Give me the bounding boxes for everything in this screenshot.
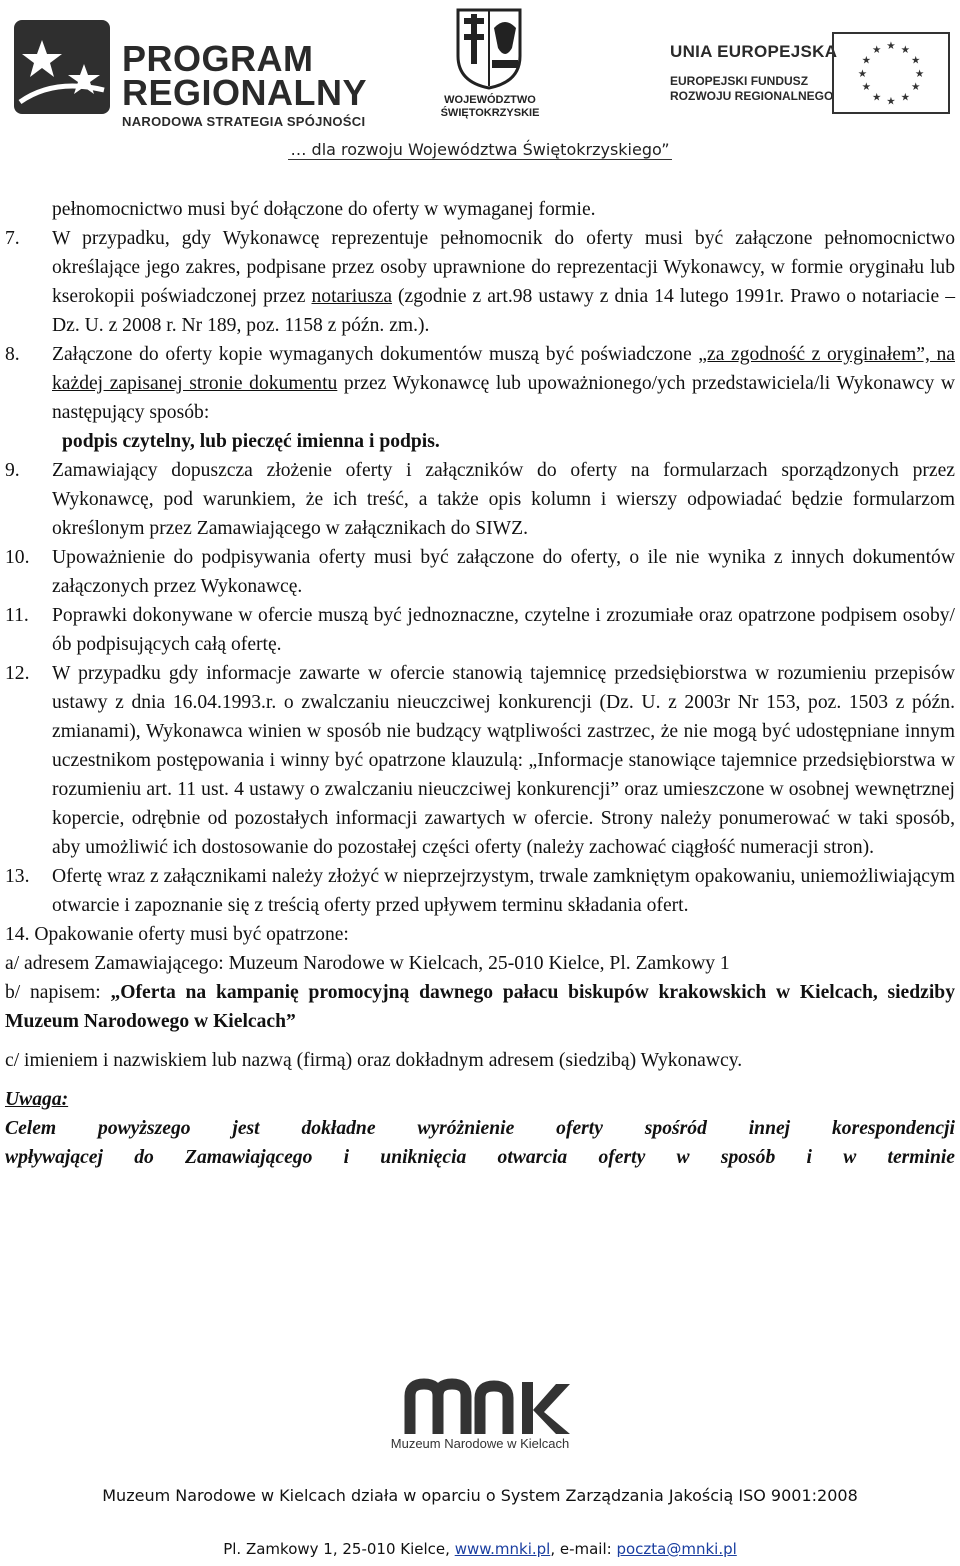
ue-text <box>670 42 837 103</box>
ue-line2: EUROPEJSKI FUNDUSZ <box>670 74 809 88</box>
item-number: 8. <box>5 344 20 365</box>
item-8-bold: podpis czytelny, lub pieczęć imienna i podpis. <box>62 431 440 452</box>
footer-email-label: , e-mail: <box>550 1540 617 1558</box>
item-13-text: Ofertę wraz z załącznikami należy złożyć w nieprzejrzystym, trwale zamkniętym opakowaniu, uniemożliwiającym otwarcie i zapoznanie się z treścią oferty przed upływem terminu składania ofert. <box>52 866 955 916</box>
unia-europejska-logo <box>670 32 955 122</box>
svg-text:★: ★ <box>872 45 882 57</box>
footer-iso-line: Muzeum Narodowe w Kielcach działa w oparciu o System Zarządzania Jakością ISO 9001:2008 <box>102 1486 858 1505</box>
svg-text:★: ★ <box>886 41 896 53</box>
program-line1: PROGRAM <box>122 38 314 79</box>
ue-line3: ROZWOJU REGIONALNEGO <box>670 89 834 103</box>
svg-text:★: ★ <box>900 45 910 57</box>
spacer <box>0 1075 960 1085</box>
program-star-badge-icon <box>14 20 110 114</box>
program-line3: NARODOWA STRATEGIA SPÓJNOŚCI <box>122 114 366 129</box>
item-8 <box>0 340 960 456</box>
item-number: 11. <box>5 605 29 626</box>
item-number: 12. <box>5 663 30 684</box>
footer-address-text: Pl. Zamkowy 1, 25-010 Kielce, <box>223 1540 455 1558</box>
item-14-b <box>0 978 960 1036</box>
note-heading: Uwaga: <box>5 1089 69 1110</box>
header-tagline <box>0 140 960 159</box>
woj-line1: WOJEWÓDZTWO <box>444 94 536 106</box>
footer-address <box>0 1540 960 1558</box>
item-number: 13. <box>5 866 30 887</box>
item-7-text-b: (zgodnie z art.98 ustawy z dnia 14 lutego 1991r. Prawo o notariacie – Dz. U. z 2008 r. Nr 189, poz. 1158 z późn. zm.). <box>52 286 955 336</box>
svg-text:★: ★ <box>872 92 882 104</box>
mnk-logo-mark-icon <box>380 1378 580 1436</box>
svg-text:★: ★ <box>914 68 925 80</box>
ue-line1: UNIA EUROPEJSKA <box>670 42 838 61</box>
item-number: 7. <box>5 228 20 249</box>
svg-text:★: ★ <box>861 55 871 67</box>
svg-text:★: ★ <box>911 82 921 94</box>
item-7 <box>0 224 960 340</box>
item-9 <box>0 456 960 543</box>
item-14-b-bold: „Oferta na kampanię promocyjną dawnego pałacu biskupów krakowskich w Kielcach, siedziby Muzeum Narodowego w Kielcach” <box>5 982 955 1032</box>
program-regionalny-logo <box>10 8 370 129</box>
woj-line2: ŚWIĘTOKRZYSKIE <box>440 107 540 119</box>
svg-text:★: ★ <box>900 92 910 104</box>
email-link[interactable]: poczta@mnki.pl <box>616 1540 737 1558</box>
page-header <box>0 0 960 170</box>
item-11 <box>0 601 960 659</box>
item-14-text: 14. Opakowanie oferty musi być opatrzone: <box>5 924 349 945</box>
item-12-text: W przypadku gdy informacje zawarte w ofercie stanowią tajemnicę przedsiębiorstwa w rozumieniu przepisów ustawy z dnia 16.04.1993.r. o zwalczaniu nieuczciwej konkurencji (Dz. U. z 2003r Nr 153, poz. 1503 z późn. zmianami), Wykonawca winien w sposób nie budzący wątpliwości zastrzec, że nie mogą być udostępniane innym uczestnikom postępowania i winny być opatrzone klauzulą: „Informacje stanowiące tajemnice przedsiębiorstwa w rozumieniu art. 11 ust. 4 ustawy o zwalczaniu nieuczciwej konkurencji” oraz umieszczone w osobnej wewnętrznej kopercie, odrębnie od pozostałych informacji zawartych w ofercie. Strony należy ponumerować w taki sposób, aby umożliwić ich dostosowanie do pozostałej części oferty (należy zachować ciągłość numeracji stron). <box>52 663 955 858</box>
item-8-text-a: Załączone do oferty kopie wymaganych dokumentów muszą być poświadczone <box>52 344 699 365</box>
item-14-a-text: a/ adresem Zamawiającego: Muzeum Narodowe w Kielcach, 25-010 Kielce, Pl. Zamkowy 1 <box>5 953 730 974</box>
museum-logo-caption: Muzeum Narodowe w Kielcach <box>390 1436 570 1451</box>
wojewodztwo-logo <box>420 8 560 123</box>
coat-of-arms-icon <box>456 8 522 90</box>
item-14-a <box>0 949 960 978</box>
svg-text:★: ★ <box>861 82 871 94</box>
spacer <box>0 1036 960 1046</box>
continuation-line <box>0 195 960 224</box>
note-line-2: wpływającej do Zamawiającego i uniknięcia otwarcia oferty w sposób i w terminie <box>5 1147 955 1168</box>
svg-text:★: ★ <box>911 55 921 67</box>
item-7-underlined: notariusza <box>311 286 393 307</box>
item-11-text: Poprawki dokonywane w ofercie muszą być jednoznaczne, czytelne i zrozumiałe oraz opatrzone podpisem osoby/ób podpisujących całą ofertę. <box>52 605 955 655</box>
item-12 <box>0 659 960 862</box>
program-text <box>122 38 368 129</box>
continuation-text: pełnomocnictwo musi być dołączone do oferty w wymaganej formie. <box>52 199 596 220</box>
item-14 <box>0 920 960 949</box>
item-number: 10. <box>5 547 30 568</box>
item-14-c-text: c/ imieniem i nazwiskiem lub nazwą (firmą) oraz dokładnym adresem (siedzibą) Wykonawcy. <box>5 1050 743 1071</box>
tagline-text: … dla rozwoju Województwa Świętokrzyskiego” <box>290 140 670 159</box>
item-13 <box>0 862 960 920</box>
item-10 <box>0 543 960 601</box>
svg-text:★: ★ <box>886 96 896 108</box>
item-14-c <box>0 1046 960 1075</box>
wojewodztwo-text <box>420 94 560 120</box>
item-10-text: Upoważnienie do podpisywania oferty musi być załączone do oferty, o ile nie wynika z innych dokumentów załączonych przez Wykonawcę. <box>52 547 955 597</box>
program-line2: REGIONALNY <box>122 72 368 113</box>
svg-text:★: ★ <box>857 68 868 80</box>
museum-logo <box>360 1378 600 1458</box>
item-7-text-a: W przypadku, gdy Wykonawcę reprezentuje pełnomocnik do oferty musi być załączone pełnomocnictwo określające jego zakres, podpisane przez osoby uprawnione do reprezentacji Wykonawcy, w formie oryginału lub kserokopii poświadczonej przez <box>52 228 955 307</box>
item-number: 9. <box>5 460 20 481</box>
item-8-underlined: „za zgodność z oryginałem”, na każdej zapisanej stronie dokumentu <box>52 344 955 394</box>
item-14-b-prefix: b/ napisem: <box>5 982 111 1003</box>
document-body <box>0 195 960 1172</box>
note-line-1: Celem powyższego jest dokładne wyróżnienie oferty spośród innej korespondencji <box>5 1118 955 1139</box>
item-9-text: Zamawiający dopuszcza złożenie oferty i załączników do oferty na formularzach sporządzonych przez Wykonawcę, pod warunkiem, że ich treść, a także opis kolumn i wierszy odpowiadać będzie formularzom określonym przez Zamawiającego w załącznikach do SIWZ. <box>52 460 955 539</box>
website-link[interactable]: www.mnki.pl <box>454 1540 551 1558</box>
eu-flag-icon <box>832 32 950 114</box>
item-8-text-b: przez Wykonawcę lub upoważnionego/ych przedstawiciela/li Wykonawcy w następujący sposób: <box>52 373 955 423</box>
